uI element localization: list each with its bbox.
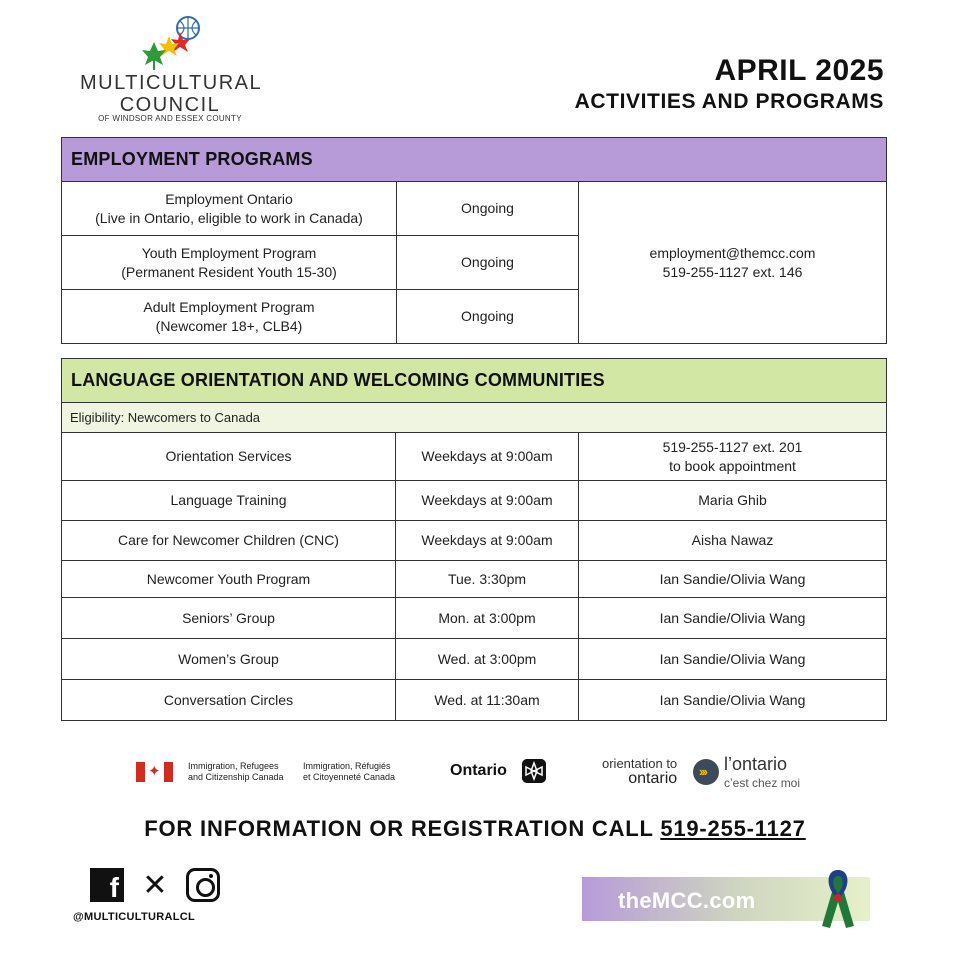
program-name: Adult Employment Program bbox=[143, 298, 315, 315]
schedule-cell: Ongoing bbox=[397, 290, 579, 344]
sponsor-logos bbox=[0, 750, 960, 796]
schedule-cell: Weekdays at 9:00am bbox=[396, 481, 579, 521]
orientation-booking-note: to book appointment bbox=[669, 457, 796, 474]
ircc-en-line1: Immigration, Refugees bbox=[188, 761, 279, 771]
ircc-en-line2: and Citizenship Canada bbox=[188, 772, 284, 782]
oto-line2: ontario bbox=[628, 770, 678, 787]
logo-subtitle: OF WINDSOR AND ESSEX COUNTY bbox=[98, 114, 242, 123]
schedule-cell: Wed. at 3:00pm bbox=[396, 639, 579, 680]
registration-info bbox=[0, 816, 950, 842]
schedule-cell: Weekdays at 9:00am bbox=[396, 433, 579, 481]
schedule-cell: Weekdays at 9:00am bbox=[396, 521, 579, 561]
program-name: Employment Ontario bbox=[165, 190, 293, 207]
ircc-fr-line2: et Citoyenneté Canada bbox=[303, 772, 396, 782]
orientation-phone: 519-255-1127 ext. 201 bbox=[662, 438, 803, 455]
employment-programs-table bbox=[61, 137, 887, 344]
registration-phone[interactable]: 519-255-1127 bbox=[660, 816, 806, 841]
mcc-logo bbox=[80, 14, 263, 129]
program-cell: Seniors’ Group bbox=[62, 598, 396, 639]
logo-name-line2: COUNCIL bbox=[119, 94, 221, 116]
ircc-english bbox=[188, 761, 284, 783]
awareness-ribbon-icon bbox=[816, 864, 860, 932]
employment-contact-cell bbox=[579, 182, 887, 344]
contact-cell: Ian Sandie/Olivia Wang bbox=[579, 639, 887, 680]
x-twitter-icon[interactable]: ✕ bbox=[142, 869, 168, 902]
schedule-cell: Ongoing bbox=[397, 182, 579, 236]
social-handle: @MULTICULTURALCL bbox=[73, 911, 196, 923]
canada-flag-icon: ✦ bbox=[136, 762, 173, 782]
lontario-line1: l’ontario bbox=[724, 754, 788, 774]
contact-cell: Ian Sandie/Olivia Wang bbox=[579, 561, 887, 598]
ontario-wordmark: Ontario bbox=[450, 762, 507, 779]
employment-email[interactable]: employment@themcc.com bbox=[649, 244, 816, 261]
program-cell bbox=[62, 290, 397, 344]
table-row bbox=[62, 639, 887, 680]
table-row bbox=[62, 182, 887, 236]
program-cell bbox=[62, 182, 397, 236]
program-cell: Conversation Circles bbox=[62, 680, 396, 721]
page-title: APRIL 2025 bbox=[714, 54, 884, 87]
registration-text: FOR INFORMATION OR REGISTRATION CALL bbox=[144, 816, 661, 841]
program-name: Youth Employment Program bbox=[141, 244, 317, 261]
lontario-line2: c’est chez moi bbox=[724, 776, 801, 790]
logo-name-line1: MULTICULTURAL bbox=[80, 72, 263, 94]
social-links bbox=[90, 866, 230, 906]
schedule-cell: Mon. at 3:00pm bbox=[396, 598, 579, 639]
contact-cell: Ian Sandie/Olivia Wang bbox=[579, 598, 887, 639]
program-cell: Orientation Services bbox=[62, 433, 396, 481]
schedule-cell: Wed. at 11:30am bbox=[396, 680, 579, 721]
facebook-icon[interactable]: f bbox=[90, 868, 124, 902]
contact-cell: Maria Ghib bbox=[579, 481, 887, 521]
page-subtitle: ACTIVITIES AND PROGRAMS bbox=[574, 90, 884, 113]
table-row bbox=[62, 598, 887, 639]
schedule-cell: Ongoing bbox=[397, 236, 579, 290]
trillium-icon bbox=[522, 759, 546, 783]
schedule-cell: Tue. 3:30pm bbox=[396, 561, 579, 598]
program-detail: (Newcomer 18+, CLB4) bbox=[155, 317, 303, 334]
ircc-french bbox=[303, 761, 395, 783]
employment-phone: 519-255-1127 ext. 146 bbox=[662, 263, 803, 280]
contact-cell: Ian Sandie/Olivia Wang bbox=[579, 680, 887, 721]
oto-line1: orientation to bbox=[602, 756, 678, 771]
program-detail: (Live in Ontario, eligible to work in Canada) bbox=[95, 209, 363, 226]
program-cell bbox=[62, 236, 397, 290]
orientation-to-ontario-logo bbox=[602, 756, 677, 786]
program-cell: Women’s Group bbox=[62, 639, 396, 680]
eligibility-note: Eligibility: Newcomers to Canada bbox=[62, 403, 887, 433]
instagram-icon[interactable] bbox=[186, 868, 220, 902]
table-row bbox=[62, 433, 887, 481]
ircc-fr-line1: Immigration, Réfugiés bbox=[303, 761, 391, 771]
table-row bbox=[62, 481, 887, 521]
language-section-heading: LANGUAGE ORIENTATION AND WELCOMING COMMUNITIES bbox=[62, 359, 887, 403]
language-programs-table bbox=[61, 358, 887, 721]
maple-leaves-globe-icon bbox=[136, 14, 202, 72]
website-url[interactable]: theMCC.com bbox=[618, 888, 756, 913]
lontario-logo bbox=[724, 755, 800, 793]
table-row bbox=[62, 680, 887, 721]
table-row bbox=[62, 561, 887, 598]
contact-cell: Aisha Nawaz bbox=[579, 521, 887, 561]
contact-cell bbox=[579, 433, 887, 481]
program-cell: Language Training bbox=[62, 481, 396, 521]
employment-section-heading: EMPLOYMENT PROGRAMS bbox=[62, 138, 887, 182]
program-cell: Newcomer Youth Program bbox=[62, 561, 396, 598]
table-row bbox=[62, 521, 887, 561]
program-detail: (Permanent Resident Youth 15-30) bbox=[121, 263, 337, 280]
chevrons-icon: ››› bbox=[693, 759, 719, 785]
program-cell: Care for Newcomer Children (CNC) bbox=[62, 521, 396, 561]
